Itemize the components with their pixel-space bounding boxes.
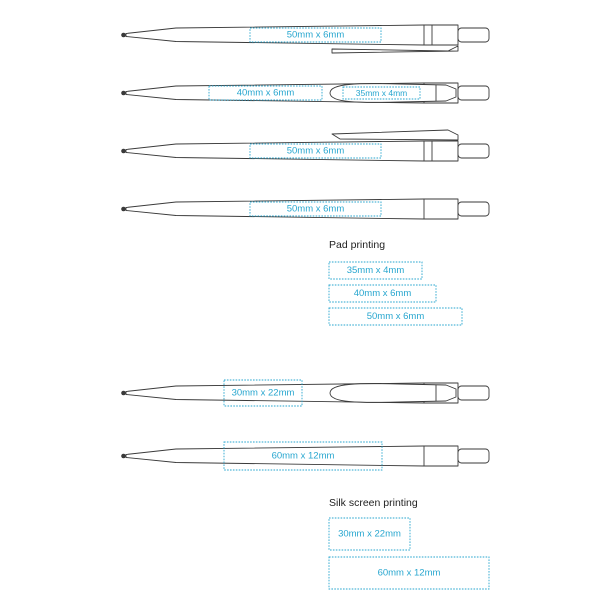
legend (329, 239, 462, 325)
pen-tip (121, 454, 126, 459)
pen-tip (121, 207, 126, 212)
legend-heading: Pad printing (329, 239, 386, 251)
print-area-label: 50mm x 6mm (286, 145, 345, 157)
pen-clip (330, 384, 456, 403)
pen-tip (121, 391, 126, 396)
print-area-label: 35mm x 4mm (355, 88, 408, 98)
pen-push-button (458, 28, 489, 42)
pen-push-button (458, 386, 489, 400)
print-area-label: 60mm x 12mm (271, 450, 335, 462)
print-area-label: 50mm x 6mm (286, 29, 345, 41)
pen-tip (121, 91, 126, 96)
legend-item (329, 285, 436, 302)
legend-item (329, 308, 462, 325)
print-area-label: 50mm x 6mm (286, 203, 345, 215)
legend-item (329, 518, 410, 550)
print-area-label: 30mm x 22mm (231, 387, 295, 399)
legend-item (329, 262, 422, 279)
pen (121, 442, 489, 470)
pen-push-button (458, 449, 489, 463)
legend-heading: Silk screen printing (329, 497, 418, 509)
pen-clip (332, 130, 458, 140)
pen-tip (121, 149, 126, 154)
legend-item-label: 60mm x 12mm (377, 567, 441, 579)
pen-push-button (458, 202, 489, 216)
pen-tip (121, 33, 126, 38)
pen (121, 199, 489, 219)
pen-push-button (458, 86, 489, 100)
legend-item-label: 40mm x 6mm (353, 288, 412, 299)
legend (329, 497, 489, 589)
pen-clip (332, 46, 458, 53)
pen (121, 380, 489, 406)
pen (121, 25, 489, 53)
legend-item-label: 35mm x 4mm (346, 265, 405, 276)
legend-item (329, 557, 489, 589)
pen (121, 130, 489, 161)
print-area (224, 380, 302, 406)
pen-push-button (458, 144, 489, 158)
print-area-label: 40mm x 6mm (236, 87, 295, 99)
legend-item-label: 50mm x 6mm (366, 311, 425, 322)
legend-item-label: 30mm x 22mm (338, 528, 401, 540)
pen (121, 83, 489, 103)
